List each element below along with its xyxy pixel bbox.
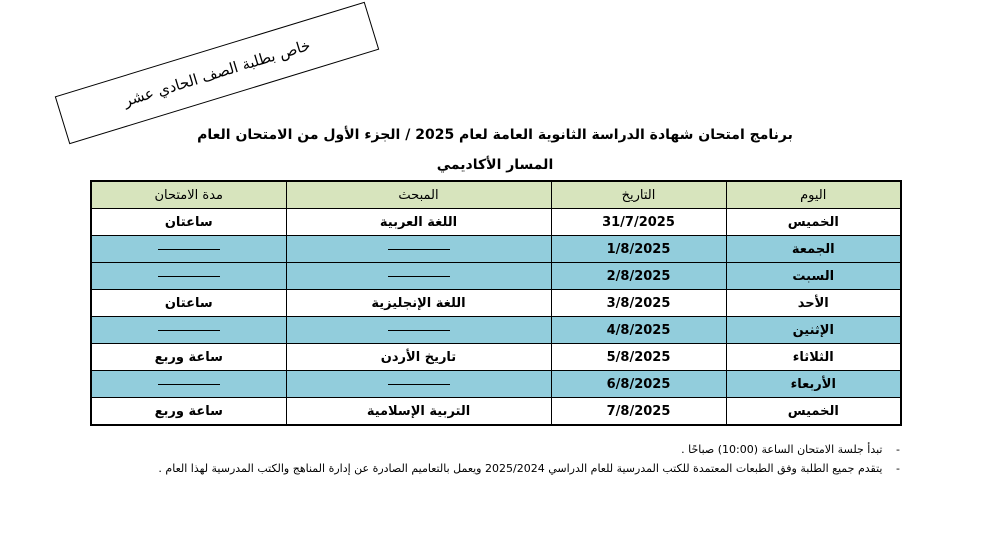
table-cell-subject [286,371,551,398]
table-cell-subject: التربية الإسلامية [286,398,551,426]
table-cell-duration: ساعة وربع [91,398,286,426]
empty-dash [388,384,450,385]
table-cell-duration [91,236,286,263]
grade-stamp [55,2,379,145]
table-cell-duration: ساعة وربع [91,344,286,371]
table-cell-date: 1/8/2025 [551,236,726,263]
page-subtitle: المسار الأكاديمي [436,157,554,173]
table-cell-date: 5/8/2025 [551,344,726,371]
empty-dash [388,249,450,250]
column-header-date: التاريخ [551,181,726,209]
page-title: برنامج امتحان شهادة الدراسة الثانوية العامة لعام 2025 / الجزء الأول من الامتحان العام [197,127,793,143]
table-cell-day: الأحد [726,290,901,317]
table-cell-date: 7/8/2025 [551,398,726,426]
stamp-text: خاص بطلبة الصف الحادي عشر [121,35,313,111]
table-cell-subject [286,263,551,290]
table-row [91,263,901,290]
table-cell-date: 3/8/2025 [551,290,726,317]
empty-dash [158,249,220,250]
table-cell-subject: اللغة الإنجليزية [286,290,551,317]
note-item [105,440,900,459]
table-row [91,317,901,344]
table-cell-subject: اللغة العربية [286,209,551,236]
table-row [91,209,901,236]
table-cell-day: الثلاثاء [726,344,901,371]
empty-dash [158,330,220,331]
table-row [91,236,901,263]
exam-schedule-table [90,180,902,426]
table-cell-duration: ساعتان [91,290,286,317]
table-cell-day: الأربعاء [726,371,901,398]
table-cell-subject [286,317,551,344]
note-bullet: - [896,462,900,475]
table-row [91,290,901,317]
table-cell-duration [91,371,286,398]
empty-dash [158,384,220,385]
column-header-duration: مدة الامتحان [91,181,286,209]
table-cell-date: 31/7/2025 [551,209,726,236]
note-text: تبدأ جلسة الامتحان الساعة (10:00) صباحًا . [681,443,883,456]
table-row [91,344,901,371]
note-bullet: - [896,443,900,456]
table-cell-day: الإثنين [726,317,901,344]
column-header-subject: المبحث [286,181,551,209]
empty-dash [388,330,450,331]
table-cell-subject [286,236,551,263]
table-cell-duration: ساعتان [91,209,286,236]
table-cell-date: 2/8/2025 [551,263,726,290]
note-text: يتقدم جميع الطلبة وفق الطبعات المعتمدة للكتب المدرسية للعام الدراسي 2025/2024 ويعمل بالتعاميم الصادرة عن إدارة المناهج والكتب المدرسية لهذا العام . [158,462,883,475]
table-cell-duration [91,317,286,344]
notes-section [105,440,900,478]
table-body [91,209,901,426]
table-cell-date: 4/8/2025 [551,317,726,344]
note-item [105,459,900,478]
table-header-row [91,181,901,209]
empty-dash [158,276,220,277]
table-cell-date: 6/8/2025 [551,371,726,398]
table-cell-day: الخميس [726,398,901,426]
table-cell-subject: تاريخ الأردن [286,344,551,371]
column-header-day: اليوم [726,181,901,209]
table-cell-day: الجمعة [726,236,901,263]
table-row [91,398,901,426]
table-cell-day: السبت [726,263,901,290]
table-row [91,371,901,398]
table-cell-duration [91,263,286,290]
empty-dash [388,276,450,277]
table-cell-day: الخميس [726,209,901,236]
